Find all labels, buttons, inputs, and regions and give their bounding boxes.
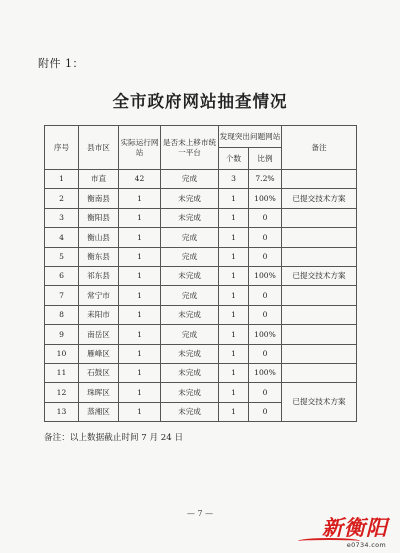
cell-platform: 未完成 (161, 402, 219, 421)
cell-ratio: 100% (249, 189, 282, 208)
header-sites: 实际运行网站 (119, 126, 161, 170)
table-row (45, 228, 357, 247)
header-county: 县市区 (79, 126, 119, 170)
cell-seq: 6 (45, 266, 79, 285)
cell-platform: 未完成 (161, 305, 219, 324)
cell-sites: 1 (119, 305, 161, 324)
header-ratio: 比例 (249, 148, 282, 170)
cell-sites: 1 (119, 189, 161, 208)
cell-seq: 7 (45, 286, 79, 305)
cell-county: 南岳区 (79, 325, 119, 344)
cell-seq: 12 (45, 383, 79, 402)
cell-count: 1 (219, 402, 249, 421)
cell-count: 1 (219, 247, 249, 266)
header-count: 个数 (219, 148, 249, 170)
cell-count: 1 (219, 286, 249, 305)
cell-sites: 1 (119, 325, 161, 344)
cell-ratio: 7.2% (249, 170, 282, 189)
table-row (45, 363, 357, 382)
cell-platform: 未完成 (161, 344, 219, 363)
cell-note (282, 228, 357, 247)
cell-county: 衡东县 (79, 247, 119, 266)
data-cutoff-note: 备注：以上数据截止时间 7 月 24 日 (44, 433, 184, 443)
cell-count: 1 (219, 344, 249, 363)
table-row (45, 305, 357, 324)
attachment-label: 附件 1： (38, 57, 84, 70)
header-seq: 序号 (45, 126, 79, 170)
cell-platform: 未完成 (161, 266, 219, 285)
cell-ratio: 100% (249, 325, 282, 344)
table-row (45, 189, 357, 208)
header-note: 备注 (282, 126, 357, 170)
cell-county: 耒阳市 (79, 305, 119, 324)
cell-platform: 未完成 (161, 208, 219, 227)
header-platform: 是否未上移市统一平台 (161, 126, 219, 170)
cell-platform: 完成 (161, 228, 219, 247)
table-row (45, 266, 357, 285)
cell-sites: 42 (119, 170, 161, 189)
cell-county: 衡南县 (79, 189, 119, 208)
cell-count: 1 (219, 325, 249, 344)
cell-seq: 2 (45, 189, 79, 208)
cell-platform: 完成 (161, 286, 219, 305)
table-row (45, 383, 357, 402)
cell-note (282, 305, 357, 324)
table-row (45, 286, 357, 305)
cell-count: 1 (219, 305, 249, 324)
cell-ratio: 0 (249, 305, 282, 324)
cell-sites: 1 (119, 383, 161, 402)
cell-seq: 10 (45, 344, 79, 363)
cell-ratio: 0 (249, 383, 282, 402)
cell-sites: 1 (119, 228, 161, 247)
table-row (45, 170, 357, 189)
cell-note: 已提交技术方案 (282, 383, 357, 422)
cell-sites: 1 (119, 286, 161, 305)
table-row (45, 344, 357, 363)
cell-platform: 完成 (161, 325, 219, 344)
cell-ratio: 0 (249, 247, 282, 266)
cell-note (282, 325, 357, 344)
cell-county: 珠晖区 (79, 383, 119, 402)
table-row (45, 247, 357, 266)
cell-note (282, 208, 357, 227)
cell-county: 常宁市 (79, 286, 119, 305)
cell-count: 1 (219, 363, 249, 382)
cell-note (282, 247, 357, 266)
cell-note: 已提交技术方案 (282, 266, 357, 285)
header-issues: 发现突出问题网站 (219, 126, 282, 148)
cell-note (282, 286, 357, 305)
cell-count: 1 (219, 266, 249, 285)
inspection-table (44, 125, 357, 422)
cell-sites: 1 (119, 363, 161, 382)
cell-note (282, 344, 357, 363)
cell-county: 衡山县 (79, 228, 119, 247)
cell-county: 祁东县 (79, 266, 119, 285)
table-row (45, 325, 357, 344)
cell-seq: 9 (45, 325, 79, 344)
cell-platform: 完成 (161, 170, 219, 189)
cell-note (282, 363, 357, 382)
cell-seq: 13 (45, 402, 79, 421)
cell-county: 雁峰区 (79, 344, 119, 363)
cell-ratio: 0 (249, 286, 282, 305)
cell-county: 石鼓区 (79, 363, 119, 382)
cell-platform: 未完成 (161, 363, 219, 382)
cell-count: 1 (219, 208, 249, 227)
cell-platform: 完成 (161, 247, 219, 266)
cell-sites: 1 (119, 402, 161, 421)
cell-ratio: 0 (249, 402, 282, 421)
cell-seq: 11 (45, 363, 79, 382)
logo-url: e0734.com (346, 541, 386, 549)
cell-ratio: 0 (249, 228, 282, 247)
cell-seq: 8 (45, 305, 79, 324)
table-row (45, 208, 357, 227)
cell-sites: 1 (119, 344, 161, 363)
cell-ratio: 0 (249, 208, 282, 227)
cell-seq: 5 (45, 247, 79, 266)
cell-note (282, 170, 357, 189)
cell-ratio: 100% (249, 266, 282, 285)
cell-sites: 1 (119, 208, 161, 227)
cell-county: 市直 (79, 170, 119, 189)
cell-seq: 4 (45, 228, 79, 247)
cell-count: 1 (219, 189, 249, 208)
cell-count: 1 (219, 383, 249, 402)
cell-county: 蒸湘区 (79, 402, 119, 421)
xinhengyang-logo: 新衡阳 (322, 516, 388, 540)
cell-count: 1 (219, 228, 249, 247)
cell-note: 已提交技术方案 (282, 189, 357, 208)
cell-ratio: 100% (249, 363, 282, 382)
cell-platform: 未完成 (161, 189, 219, 208)
cell-sites: 1 (119, 247, 161, 266)
cell-platform: 未完成 (161, 383, 219, 402)
cell-sites: 1 (119, 266, 161, 285)
cell-count: 3 (219, 170, 249, 189)
cell-ratio: 0 (249, 344, 282, 363)
cell-county: 衡阳县 (79, 208, 119, 227)
cell-seq: 3 (45, 208, 79, 227)
document-title: 全市政府网站抽查情况 (112, 92, 288, 111)
cell-seq: 1 (45, 170, 79, 189)
page-number: — 7 — (186, 509, 214, 518)
